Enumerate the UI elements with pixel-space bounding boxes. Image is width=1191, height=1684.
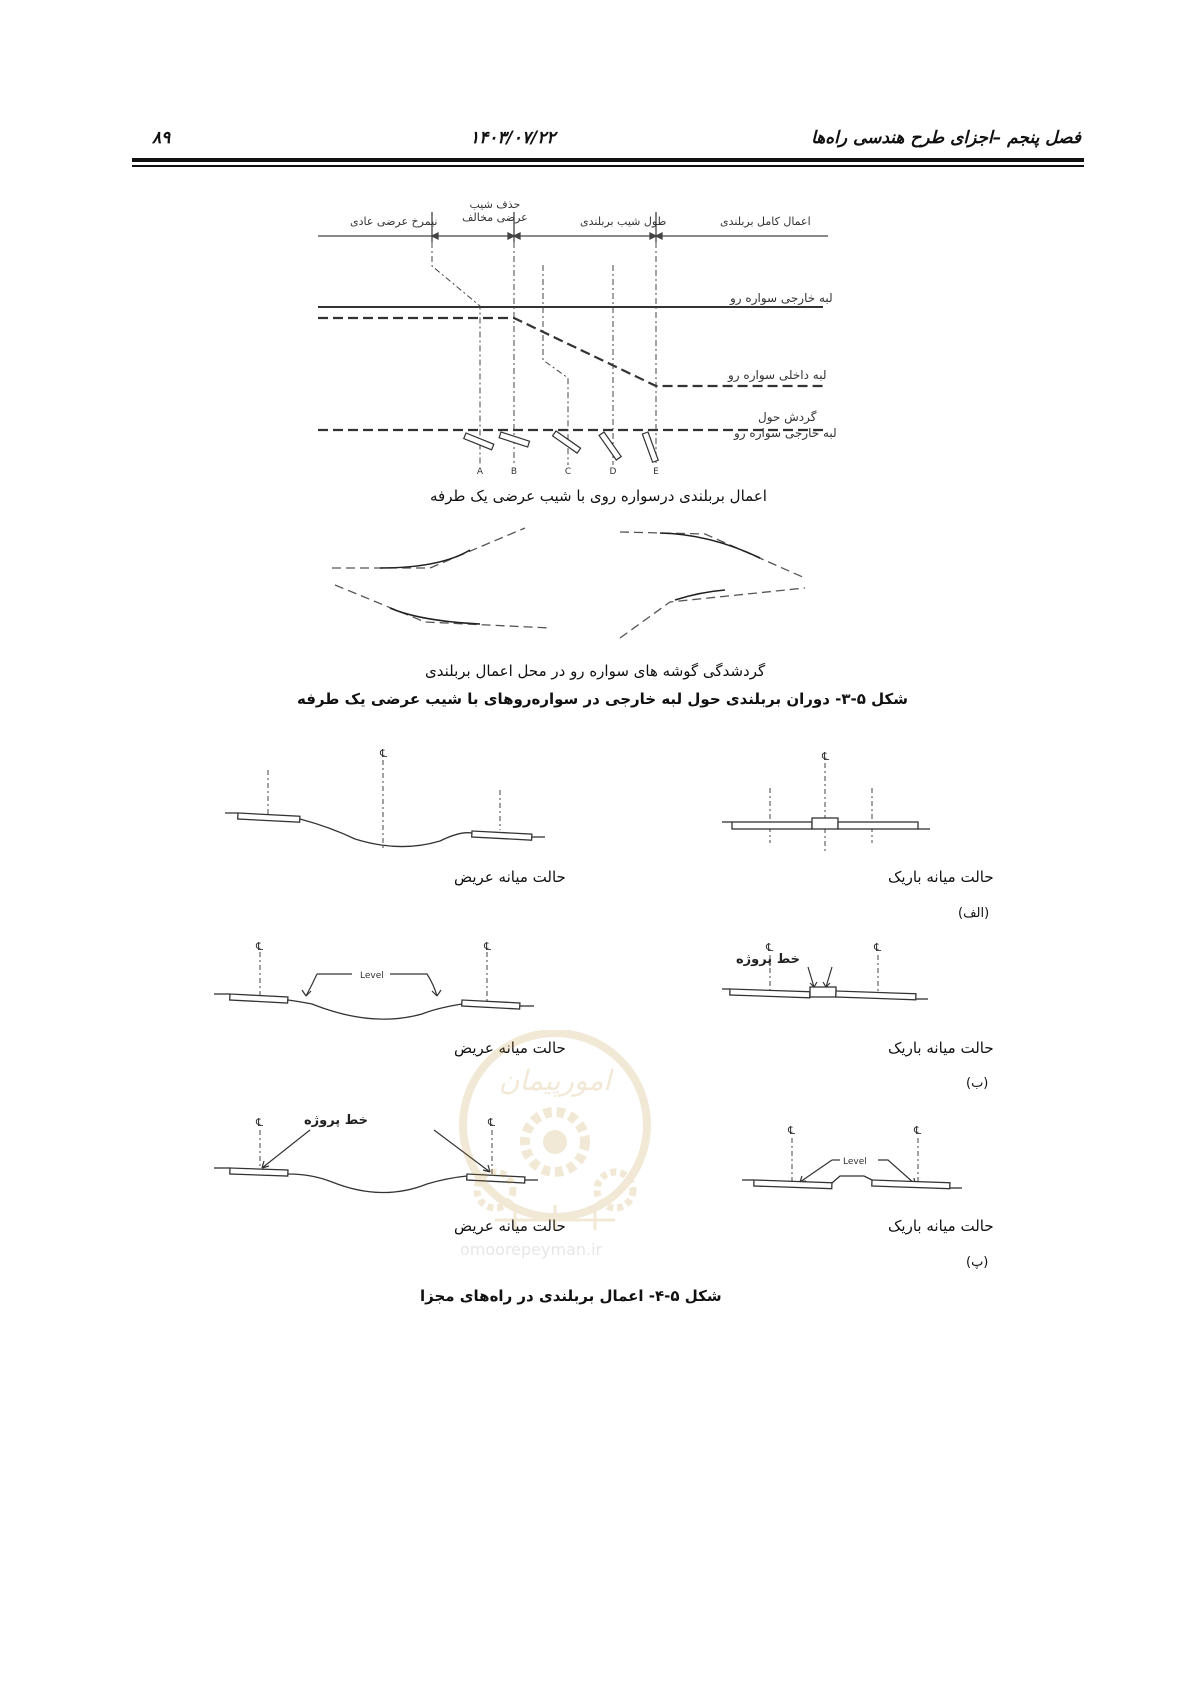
fig1-subcaption-top: اعمال بربلندی درسواره روی با شیب عرضی یک طرفه (430, 487, 767, 505)
page-date: ۱۴۰۳/۰۷/۲۲ (470, 128, 556, 148)
narrow-median-case-a (720, 748, 1000, 858)
page-number: ۸۹ (152, 128, 171, 148)
label-rotation-line1: گردش حول (758, 410, 817, 424)
zone-full-superelevation: اعمال کامل بربلندی (720, 215, 811, 228)
fig1-subcaption-bottom: گردشدگی گوشه های سواره رو در محل اعمال بربلندی (425, 662, 766, 680)
svg-text:℄: ℄ (914, 1124, 922, 1137)
wide-median-label-b: حالت میانه عریض (454, 1039, 566, 1057)
svg-text:℄: ℄ (256, 940, 264, 953)
svg-text:℄: ℄ (256, 1116, 264, 1129)
edge-rounding-diagram (330, 520, 810, 650)
level-label-wide-b: Level (360, 971, 384, 981)
narrow-median-label-a: حالت میانه باریک (888, 868, 994, 886)
narrow-median-label-b: حالت میانه باریک (888, 1039, 994, 1057)
figure-5-4-caption: شکل ۵-۴- اعمال بربلندی در راه‌های مجزا (420, 1287, 722, 1305)
narrow-median-case-b (720, 935, 1000, 1015)
svg-text:℄: ℄ (874, 941, 882, 954)
wide-median-label-p: حالت میانه عریض (454, 1217, 566, 1235)
header-rule-thin (132, 165, 1084, 167)
label-outer-edge: لبه خارجی سواره رو (730, 291, 833, 305)
svg-text:℄: ℄ (822, 750, 830, 763)
zone-normal-crown: نیمرخ عرضی عادی (350, 215, 438, 228)
wide-median-case-b (212, 930, 562, 1030)
figure-5-3-caption: شکل ۵-۳- دوران بربلندی حول لبه خارجی در سواره‌روهای با شیب عرضی یک طرفه (297, 690, 909, 708)
station-e: E (653, 467, 659, 477)
case-b-label: (ب) (966, 1076, 989, 1091)
watermark-logo-text: امورپیمان (498, 1064, 612, 1097)
watermark-logo (455, 1030, 655, 1245)
narrow-median-label-p: حالت میانه باریک (888, 1217, 994, 1235)
svg-text:℄: ℄ (788, 1124, 796, 1137)
wide-median-case-a (220, 745, 560, 860)
superelevation-rotation-diagram (308, 200, 888, 505)
svg-text:℄: ℄ (484, 940, 492, 953)
wide-median-label-a: حالت میانه عریض (454, 868, 566, 886)
zone-crown-removal: حذف شیب عرضی مخالف (462, 198, 528, 224)
header-rule-thick (132, 158, 1084, 162)
centerline-symbol: ℄ (380, 747, 388, 760)
level-label-narrow-p: Level (843, 1157, 867, 1167)
station-d: D (609, 467, 617, 477)
narrow-median-case-p (740, 1120, 990, 1200)
station-a: A (476, 467, 484, 477)
label-rotation-line2: لبه خارجی سواره رو (734, 426, 837, 440)
label-inner-edge: لبه داخلی سواره رو (728, 368, 827, 382)
station-b: B (510, 467, 518, 477)
case-p-label: (پ) (966, 1255, 989, 1270)
case-a-label: (الف) (958, 906, 990, 921)
svg-text:℄: ℄ (488, 1116, 496, 1129)
watermark-text: omoorepeyman.ir (460, 1240, 603, 1259)
zone-runoff-length: طول شیب بربلندی (580, 215, 667, 228)
station-c: C (564, 467, 572, 477)
profile-line-label-wide-p: خط پروژه (303, 1113, 368, 1128)
chapter-title: فصل پنجم –اجزای طرح هندسی راه‌ها (811, 128, 1081, 148)
profile-line-label-narrow-b: خط پروژه (735, 952, 800, 967)
svg-text:℄: ℄ (766, 941, 774, 954)
